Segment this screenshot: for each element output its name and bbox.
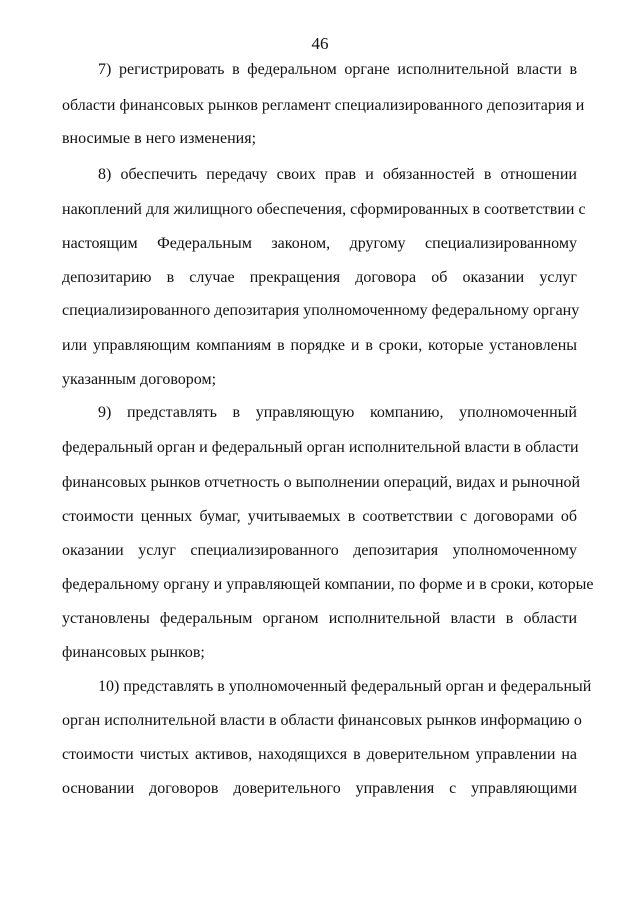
paragraph-9-line-2: федеральный орган и федеральный орган исполнительной власти в области	[62, 439, 579, 456]
paragraph-8-line-2: накоплений для жилищного обеспечения, сформированных в соответствии с	[62, 201, 586, 218]
paragraph-9-line-4: стоимости ценных бумаг, учитываемых в соответствии с договорами об	[62, 508, 577, 525]
paragraph-9-line-3: финансовых рынков отчетность о выполнении операций, видах и рыночной	[62, 474, 581, 491]
paragraph-10-line-2: орган исполнительной власти в области финансовых рынков информацию о	[62, 712, 582, 729]
paragraph-9-line-1: 9) представлять в управляющую компанию, уполномоченный	[98, 404, 577, 421]
paragraph-8-line-7: указанным договором;	[62, 371, 217, 388]
paragraph-9-line-7: установлены федеральным органом исполнительной власти в области	[62, 610, 577, 627]
paragraph-7-line-1: 7) регистрировать в федеральном органе исполнительной власти в	[98, 61, 577, 78]
paragraph-9-line-6: федеральному органу и управляющей компании, по форме и в сроки, которые	[62, 576, 594, 593]
paragraph-8-line-3: настоящим Федеральным законом, другому специализированному	[62, 235, 577, 252]
paragraph-7-line-2: области финансовых рынков регламент специализированного депозитария и	[62, 97, 585, 114]
paragraph-8-line-4: депозитарию в случае прекращения договора об оказании услуг	[62, 269, 577, 286]
paragraph-10-line-3: стоимости чистых активов, находящихся в доверительном управлении на	[62, 746, 577, 763]
paragraph-10-line-1: 10) представлять в уполномоченный федеральный орган и федеральный	[98, 678, 592, 695]
paragraph-9-line-5: оказании услуг специализированного депозитария уполномоченному	[62, 542, 577, 559]
paragraph-7-line-3: вносимые в него изменения;	[62, 130, 257, 147]
paragraph-10-line-4: основании договоров доверительного управления с управляющими	[62, 780, 577, 797]
paragraph-9-line-8: финансовых рынков;	[62, 644, 205, 661]
paragraph-8-line-1: 8) обеспечить передачу своих прав и обязанностей в отношении	[98, 166, 577, 183]
paragraph-8-line-5: специализированного депозитария уполномоченному федеральному органу	[62, 302, 580, 319]
page-number: 46	[311, 34, 329, 53]
paragraph-8-line-6: или управляющим компаниям в порядке и в сроки, которые установлены	[62, 337, 577, 354]
